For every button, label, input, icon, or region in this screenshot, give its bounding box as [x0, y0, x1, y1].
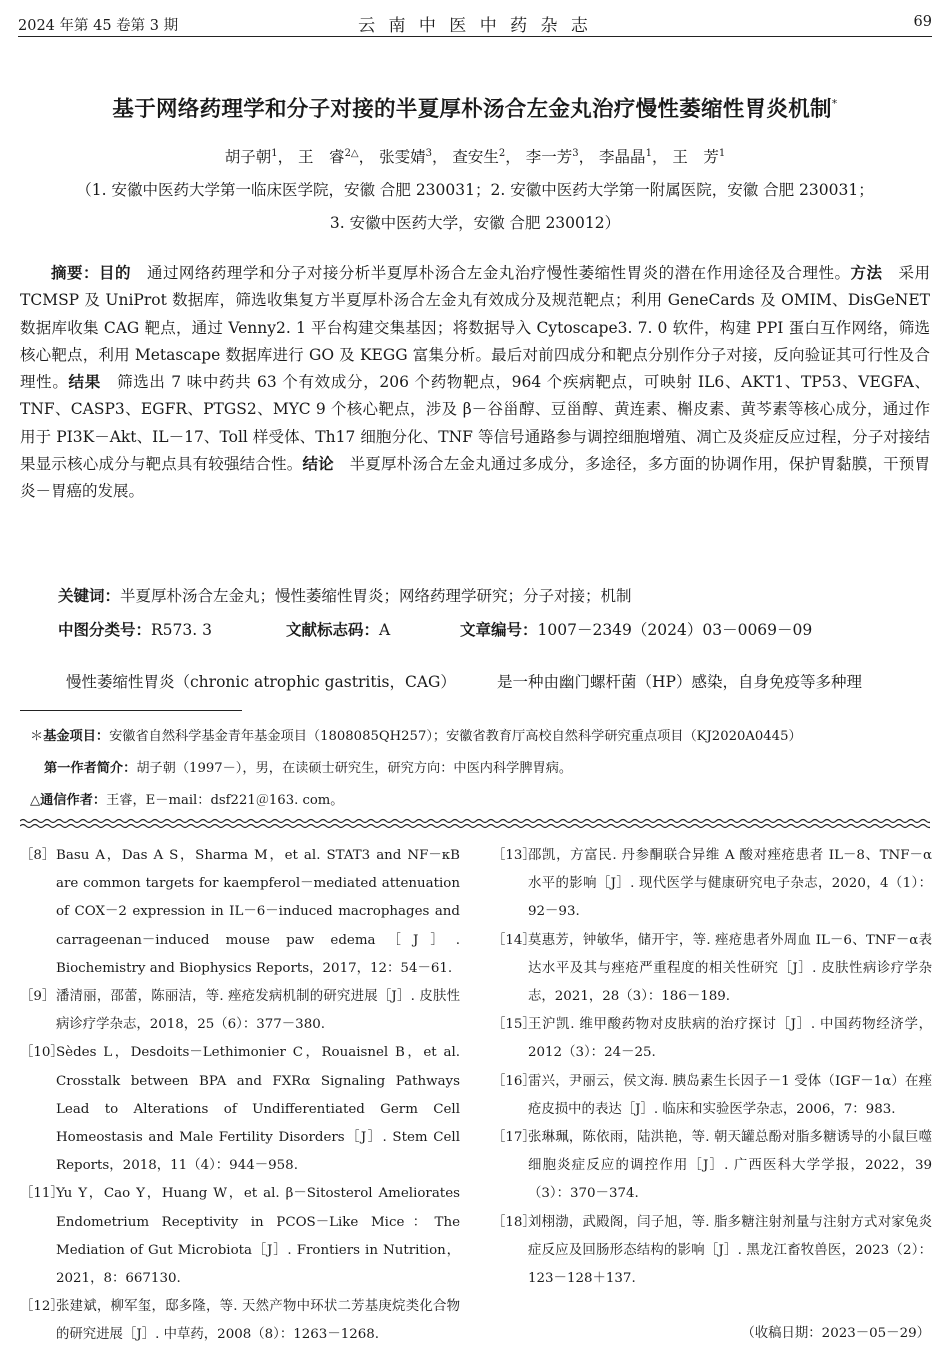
- reference-item: ［11］ Yu Y，Cao Y，Huang W，et al. β－Sitosterol Ameliorates Endometrium Receptivity in PCOS－Like Mice：The Mediation of Gut Microbiota［J］. Frontiers in Nutrition，2021，8：667130.: [20, 1186, 460, 1287]
- footnote-funding: ＊基金项目：安徽省自然科学基金青年基金项目（1808085QH257）；安徽省教育厅高校自然科学研究重点项目（KJ2020A0445）: [30, 729, 802, 744]
- page-number: 69: [913, 14, 932, 30]
- received-date: （收稿日期：2023－05－29）: [741, 1326, 930, 1341]
- reference-item: ［9］ 潘清丽，邵蕾，陈丽洁，等. 痤疮发病机制的研究进展［J］. 皮肤性病诊疗学杂志，2018，25（6）：377－380.: [20, 989, 460, 1033]
- abstract-methods: 采用 TCMSP 及 UniProt 数据库，筛选收集复方半夏厚朴汤合左金丸有效成分及规范靶点；利用 GeneCards 及 OMIM、DisGeNET 数据库收集 CAG 靶点，通过 Venny2. 1 平台构建交集基因；将数据导入 Cytoscape3. 7. 0 软件，构建 PPI 蛋白互作网络，筛选核心靶点，利用 Metascape 数据库进行 GO 及 KEGG 富集分析。最后对前四成分和靶点分别作分子对接，反向验证其可行性及合理性。: [20, 264, 930, 392]
- abstract-conclusion: 半夏厚朴汤合左金丸通过多成分，多途径，多方面的协调作用，保护胃黏膜，干预胃炎－胃癌的发展。: [20, 455, 930, 501]
- reference-item: ［10］ Sèdes L，Desdoits－Lethimonier C，Rouaisnel B，et al. Crosstalk between BPA and FXRα Signaling Pathways Lead to Alterations of Undifferentiated Germ Cell Homeostasis and Male Fertility Disorders［J］. Stem Cell Reports，2018，11（4）：944－958.: [20, 1045, 460, 1174]
- author: 王 睿$^{2\triangle}$: [298, 148, 359, 166]
- reference-item: ［8］ Basu A，Das A S，Sharma M，et al. STAT3 and NF－κB are common targets for kaempferol－mediated attenuation of COX－2 expression in IL－6－induced macrophages and carrageenan－induced mouse paw edema［J］. Biochemistry and Biophysics Reports，2017，12：54－61.: [20, 848, 460, 976]
- reference-item: ［15］ 王沪凯. 维甲酸药物对皮肤病的治疗探讨［J］. 中国药物经济学，2012（3）：24－25.: [492, 1017, 932, 1061]
- author: 李一芳$^3$: [525, 148, 579, 166]
- intro-text-right: 是一种由幽门螺杆菌（HP）感染，自身免疫等多种理: [497, 673, 862, 691]
- keywords: [58, 584, 632, 606]
- author: 王 芳$^1$: [672, 148, 726, 166]
- article-title: 基于网络药理学和分子对接的半夏厚朴汤合左金丸治疗慢性萎缩性胃炎机制*: [112, 97, 838, 122]
- keywords-text: 半夏厚朴汤合左金丸；慢性萎缩性胃炎；网络药理学研究；分子对接；机制: [120, 587, 632, 605]
- affiliation-line: 3. 安徽中医药大学，安徽 合肥 230012）: [329, 214, 621, 232]
- abstract-results: 筛选出 7 味中药共 63 个有效成分，206 个药物靶点，964 个疾病靶点，可映射 IL6、AKT1、TP53、VEGFA、TNF、CASP3、EGFR、PTGS2、MYC 9 个核心靶点，涉及 β－谷甾醇、豆甾醇、黄连素、槲皮素、黄芩素等核心成分，通过作用于 PI3K－Akt、IL－17、Toll 样受体、Th17 细胞分化、TNF 等信号通路参与调控细胞增殖、凋亡及炎症反应过程，分子对接结果显示核心成分与靶点具有较强结合性。: [20, 373, 930, 474]
- affiliation-line: （1. 安徽中医药大学第一临床医学院，安徽 合肥 230031；2. 安徽中医药大学第一附属医院，安徽 合肥 230031；: [76, 181, 874, 199]
- footnote-rule: [20, 710, 242, 711]
- document-code: 文献标志码：A: [286, 621, 391, 639]
- author-list: 胡子朝$^1$， 王 睿$^{2\triangle}$， 张雯婧$^3$， 查安生$^2$， 李一芳$^3$， 李晶晶$^1$， 王 芳$^1$: [224, 148, 726, 166]
- reference-item: ［13］ 邵凯，方富民. 丹参酮联合异维 A 酸对痤疮患者 IL－8、TNF－α 水平的影响［J］. 现代医学与健康研究电子杂志，2020，4（1）：92－93.: [492, 848, 932, 920]
- classification-row: [58, 618, 930, 642]
- footnote-first-author: 第一作者简介：胡子朝（1997－），男，在读硕士研究生，研究方向：中医内科学脾胃病。: [44, 761, 573, 776]
- journal-issue: 2024 年第 45 卷第 3 期: [18, 18, 179, 34]
- running-header: [18, 6, 932, 37]
- methods-label: 方法: [850, 264, 883, 282]
- references-right-column: [492, 842, 932, 1293]
- abstract-label: 摘要：: [51, 264, 99, 282]
- title-footnote-mark: *: [831, 97, 838, 110]
- reference-item: ［17］ 张琳珮，陈依雨，陆洪艳，等. 朝天罐总酚对脂多糖诱导的小鼠巨噬细胞炎症反应的调控作用［J］. 广西医科大学学报，2022，39（3）：370－374.: [492, 1130, 932, 1202]
- footnote-corresponding: △通信作者：王睿，E－mail：dsf221＠163. com。: [30, 793, 344, 808]
- intro-text-left: 慢性萎缩性胃炎（chronic atrophic gastritis，CAG）: [66, 673, 456, 691]
- journal-name: 云 南 中 医 中 药 杂 志: [358, 16, 592, 36]
- clc-number: 中图分类号：R573. 3: [58, 621, 212, 639]
- references-left-column: [20, 842, 460, 1350]
- reference-item: ［12］ 张建斌，柳军玺，邸多隆，等. 天然产物中环状二芳基庚烷类化合物的研究进展［J］. 中草药，2008（8）：1263－1268.: [20, 1299, 460, 1343]
- article-number: 文章编号：1007－2349（2024）03－0069－09: [460, 621, 813, 639]
- author: 胡子朝$^1$: [224, 148, 278, 166]
- author: 查安生$^2$: [452, 148, 506, 166]
- results-label: 结果: [68, 373, 101, 392]
- conclusion-label: 结论: [302, 455, 334, 474]
- reference-item: ［18］ 刘栩渤，武殿阁，闫子旭，等. 脂多糖注射剂量与注射方式对家兔炎症反应及回肠形态结构的影响［J］. 黑龙江畜牧兽医，2023（2）：123－128＋137.: [492, 1214, 932, 1287]
- reference-item: ［16］ 雷兴，尹丽云，侯文海. 胰岛素生长因子－1 受体（IGF－1α）在痤疮皮损中的表达［J］. 临床和实验医学杂志，2006，7：983.: [492, 1073, 932, 1117]
- author: 李晶晶$^1$: [599, 148, 652, 166]
- reference-item: ［14］ 莫惠芳，钟敏华，储开宇，等. 痤疮患者外周血 IL－6、TNF－α表达水平及其与痤疮严重程度的相关性研究［J］. 皮肤性病诊疗学杂志，2021，28（3）：186－189.: [492, 932, 932, 1005]
- objective-label: 目的: [98, 264, 131, 282]
- abstract: [20, 260, 930, 506]
- abstract-objective: 通过网络药理学和分子对接分析半夏厚朴汤合左金丸治疗慢性萎缩性胃炎的潜在作用途径及合理性。: [146, 264, 851, 282]
- wavy-divider: [20, 817, 930, 831]
- keywords-label: 关键词：: [58, 587, 121, 605]
- author: 张雯婧$^3$: [379, 148, 432, 166]
